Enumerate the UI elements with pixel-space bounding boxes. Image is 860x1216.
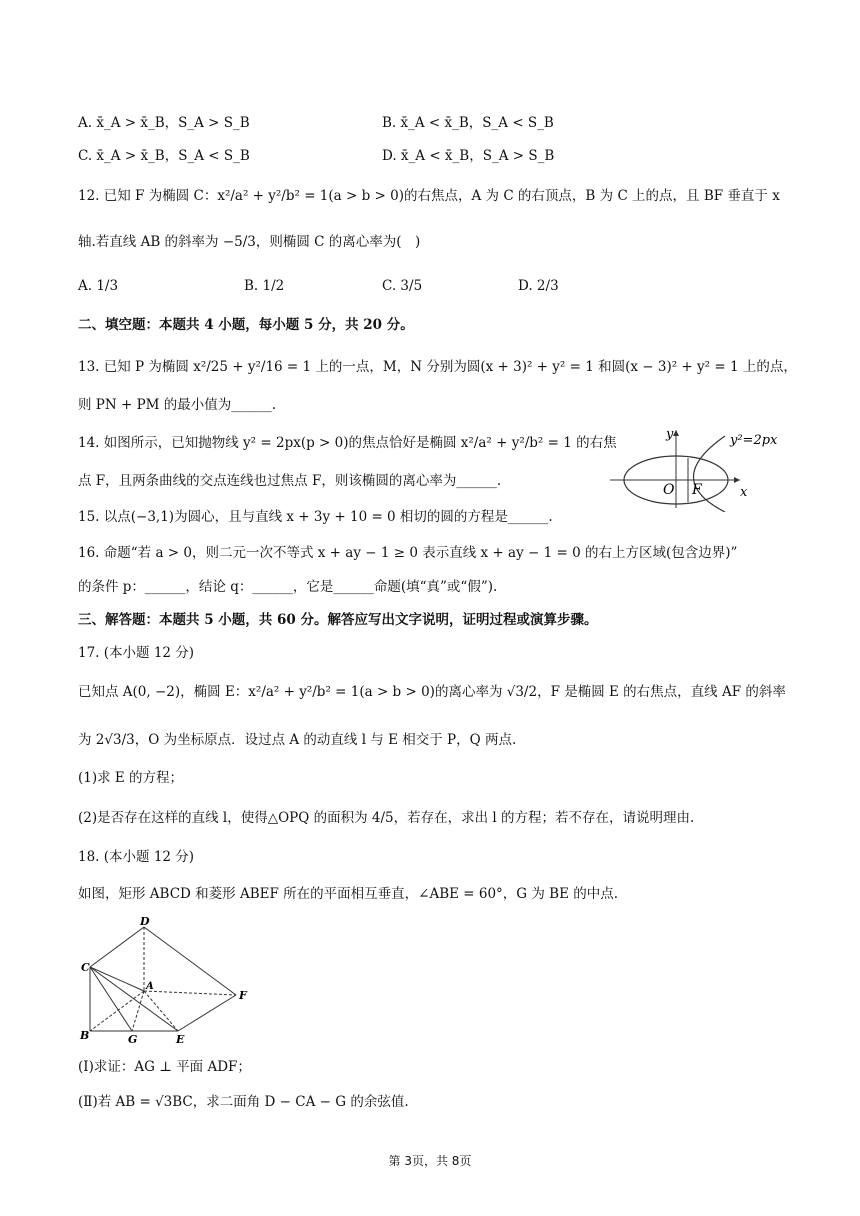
- q11-option-d: D. x̄_A < x̄_B，S_A > S_B: [382, 148, 555, 164]
- edge-AE: [144, 991, 178, 1031]
- fig18-c-label: C: [81, 961, 90, 974]
- q13-line1: 13. 已知 P 为椭圆 x²/25 + y²/16 = 1 上的一点，M，N 分别为圆(x + 3)² + y² = 1 和圆(x − 3)² + y² = 1 上的点，: [78, 359, 797, 375]
- q18-figure: [76, 915, 256, 1045]
- q12-option-c: C. 3/5: [382, 278, 423, 294]
- edge-AB: [90, 991, 144, 1031]
- edge-CD: [90, 927, 144, 967]
- fig18-e-label: E: [176, 1033, 185, 1045]
- q12-option-b: B. 1/2: [244, 278, 285, 294]
- q17-header: 17. (本小题 12 分): [78, 645, 195, 661]
- q13-line2: 则 PN + PM 的最小值为______.: [78, 397, 277, 413]
- fig14-f-label: F: [692, 482, 702, 498]
- q17-part2: (2)是否存在这样的直线 l，使得△OPQ 的面积为 4/5，若存在，求出 l 的方程；若不存在，请说明理由.: [78, 810, 695, 826]
- fig18-a-label: A: [146, 981, 154, 992]
- q11-option-a: A. x̄_A > x̄_B，S_A > S_B: [78, 115, 250, 131]
- q11-option-c: C. x̄_A > x̄_B，S_A < S_B: [78, 148, 250, 164]
- edge-AF: [144, 991, 236, 995]
- q18-part1: (Ⅰ)求证：AG ⊥ 平面 ADF；: [78, 1059, 251, 1075]
- q12-line1: 12. 已知 F 为椭圆 C：x²/a² + y²/b² = 1(a > b > 0)的右焦点，A 为 C 的右顶点，B 为 C 上的点，且 BF 垂直于 x: [78, 188, 780, 204]
- section-3-heading: 三、解答题：本题共 5 小题，共 60 分。解答应写出文字说明，证明过程或演算步骤。: [78, 612, 598, 628]
- edge-AG: [132, 991, 144, 1031]
- fig14-o-label: O: [663, 482, 675, 498]
- fig18-b-label: B: [80, 1029, 90, 1042]
- q14-line1: 14. 如图所示，已知抛物线 y² = 2px(p > 0)的焦点恰好是椭圆 x²/a² + y²/b² = 1 的右焦: [78, 435, 617, 451]
- fig18-g-label: G: [128, 1033, 138, 1045]
- fig14-curve-label: y²=2px: [730, 433, 778, 448]
- q12-option-a: A. 1/3: [78, 278, 119, 294]
- q12-option-d: D. 2/3: [518, 278, 559, 294]
- q15-line: 15. 以点(−3,1)为圆心，且与直线 x + 3y + 10 = 0 相切的圆的方程是______.: [78, 509, 553, 525]
- edge-FE: [178, 995, 236, 1031]
- fig14-x-label: x: [740, 485, 748, 500]
- section-2-heading: 二、填空题：本题共 4 小题，每小题 5 分，共 20 分。: [78, 317, 414, 333]
- q11-option-b: B. x̄_A < x̄_B，S_A < S_B: [382, 115, 554, 131]
- q14-figure: [610, 422, 790, 512]
- fig14-y-label: y: [666, 427, 674, 442]
- q16-line2: 的条件 p：______，结论 q：______，它是______命题(填“真”或“假”).: [78, 579, 498, 595]
- q12-line2: 轴.若直线 AB 的斜率为 −5/3，则椭圆 C 的离心率为( ): [78, 234, 421, 250]
- q17-line2: 为 2√3/3，O 为坐标原点．设过点 A 的动直线 l 与 E 相交于 P，Q 两点.: [78, 732, 517, 748]
- q16-line1: 16. 命题“若 a > 0，则二元一次不等式 x + ay − 1 ≥ 0 表示直线 x + ay − 1 = 0 的右上方区域(包含边界)”: [78, 545, 738, 561]
- fig18-f-label: F: [239, 989, 247, 1002]
- q17-line1: 已知点 A(0, −2)，椭圆 E：x²/a² + y²/b² = 1(a > b > 0)的离心率为 √3/2，F 是椭圆 E 的右焦点，直线 AF 的斜率: [78, 684, 786, 700]
- edge-DF: [144, 927, 236, 995]
- q17-part1: (1)求 E 的方程；: [78, 770, 184, 786]
- page-footer: 第 3页，共 8页: [388, 1154, 472, 1168]
- q18-part2: (Ⅱ)若 AB = √3BC，求二面角 D − CA − G 的余弦值.: [78, 1094, 409, 1110]
- parabola-curve: [694, 436, 726, 512]
- q18-line1: 如图，矩形 ABCD 和菱形 ABEF 所在的平面相互垂直，∠ABE = 60°，G 为 BE 的中点.: [78, 886, 619, 902]
- q14-line2: 点 F，且两条曲线的交点连线也过焦点 F，则该椭圆的离心率为______.: [78, 473, 502, 489]
- q18-header: 18. (本小题 12 分): [78, 849, 195, 865]
- fig18-d-label: D: [140, 915, 150, 928]
